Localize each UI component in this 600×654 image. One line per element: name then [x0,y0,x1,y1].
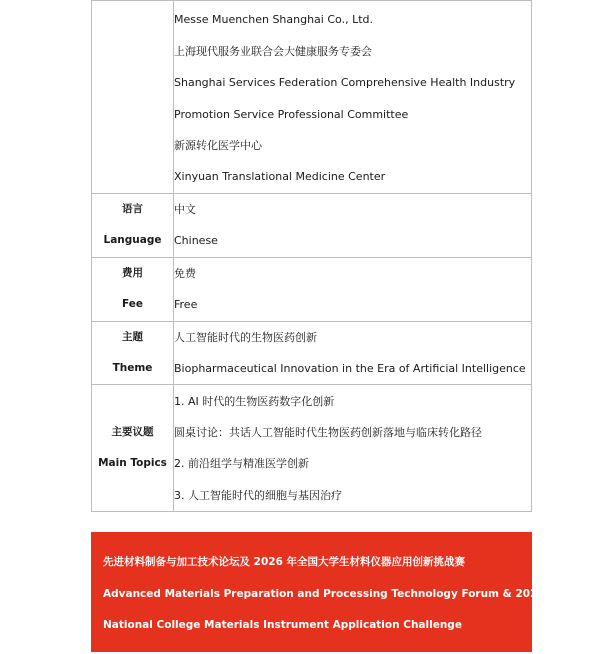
organizer-line: Messe Muenchen Shanghai Co., Ltd. [174,13,373,27]
theme-label-cn: 主题 [122,330,143,343]
language-row [92,194,532,258]
banner-line-cn: 先进材料制备与加工技术论坛及 2026 年全国大学生材料仪器应用创新挑战赛 [103,556,466,568]
topic-item: 3. 人工智能时代的细胞与基因治疗 [174,488,342,502]
organizers-value-cell [174,1,532,194]
fee-value-en: Free [174,298,198,312]
fee-row [92,257,532,321]
organizer-line: Xinyuan Translational Medicine Center [174,170,386,184]
language-value-cell [174,194,532,258]
language-value-cn: 中文 [174,203,196,216]
language-label-cn: 语言 [122,203,143,215]
topics-label-cn: 主要议题 [111,425,154,438]
forum-banner [91,532,545,652]
theme-value-cn: 人工智能时代的生物医药创新 [174,330,317,344]
organizers-row [92,1,532,194]
language-label-cell [92,194,174,258]
theme-label-en: Theme [112,361,153,374]
event-info-table [91,0,532,512]
topic-item: 1. AI 时代的生物医药数字化创新 [174,394,335,408]
topics-label-en: Main Topics [98,457,167,470]
language-label-en: Language [103,234,162,247]
organizer-line: 上海现代服务业联合会大健康服务专委会 [174,44,372,58]
topic-item: 圆桌讨论：共话人工智能时代生物医药创新落地与临床转化路径 [174,425,482,439]
fee-value-cn: 免费 [174,266,196,280]
banner-line-en-1: Advanced Materials Preparation and Processing Technology Forum & 2026 [103,587,545,600]
banner-line-en-2: National College Materials Instrument Application Challenge [103,619,462,631]
theme-row [92,321,532,385]
organizers-label-cell [92,1,174,194]
fee-label-cn: 费用 [122,266,143,279]
organizer-line: Shanghai Services Federation Comprehensive Health Industry [174,76,516,90]
fee-label-cell [92,257,174,321]
language-value-en: Chinese [174,234,218,248]
topics-label-cell [92,385,174,512]
theme-value-cell [174,321,532,385]
fee-value-cell [174,257,532,321]
fee-label-en: Fee [122,298,143,311]
theme-label-cell [92,321,174,385]
topic-item: 2. 前沿组学与精准医学创新 [174,457,309,471]
topics-row [92,385,532,512]
organizer-line: 新源转化医学中心 [174,138,262,152]
organizer-line: Promotion Service Professional Committee [174,107,409,121]
topics-value-cell [174,385,532,512]
theme-value-en: Biopharmaceutical Innovation in the Era of Artificial Intelligence [174,361,526,375]
